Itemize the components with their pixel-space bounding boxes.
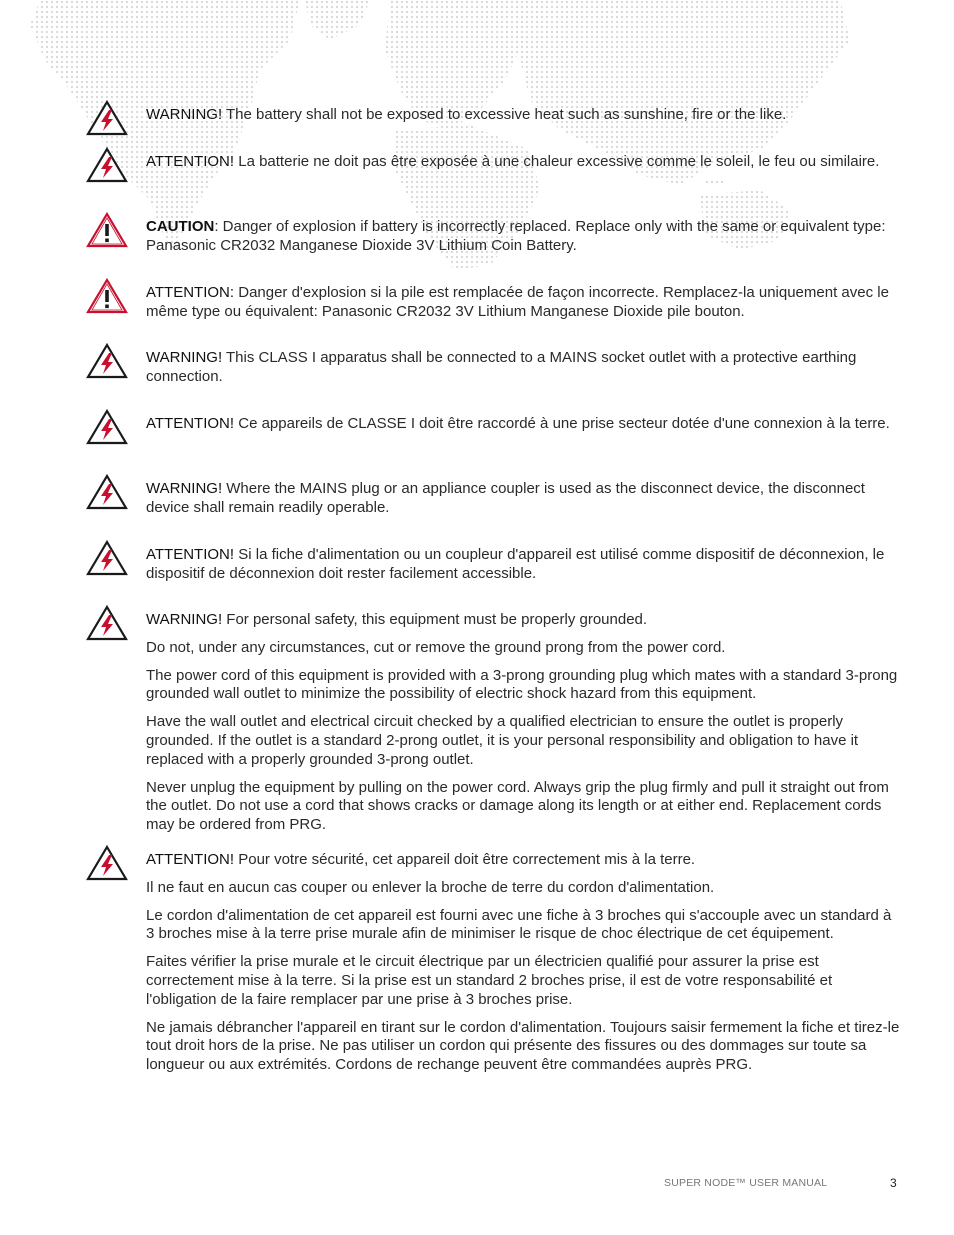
electric-shock-icon — [86, 147, 128, 183]
warning-paragraph: The power cord of this equipment is provided with a 3-prong grounding plug which mates with a standard 3-prong grounded wall outlet to minimize the possibility of electric shock hazard from this equipment. — [146, 666, 898, 703]
warning-text — [146, 611, 901, 844]
warning-lead-label: ATTENTION! — [146, 851, 235, 868]
warning-paragraph — [146, 284, 901, 322]
electric-shock-icon — [86, 474, 128, 510]
warning-paragraph: Faites vérifier la prise murale et le circuit électrique par un électricien qualifié pour assurer la prise est correctement mise à la terre. Si la prise est un standard 2 broches prise, il est de votre responsabilité et l'obligation de la faire remplacer par une prise à 3 broches prise. — [146, 953, 833, 1008]
warning-paragraph: Never unplug the equipment by pulling on the power cord. Always grip the plug firmly and pull it straight out from the outlet. Do not use a cord that shows cracks or damage along its length or at either end. Replacement cords may be ordered from PRG. — [146, 778, 889, 834]
warning-text — [146, 218, 901, 265]
warning-paragraph: Do not, under any circumstances, cut or remove the ground prong from the power cord. — [146, 638, 726, 656]
warning-body: This CLASS I apparatus shall be connected to a MAINS socket outlet with a protective earthing connection. — [146, 349, 857, 385]
warning-text — [146, 415, 901, 443]
warning-paragraph — [146, 480, 901, 518]
warning-paragraph — [146, 611, 901, 630]
warning-text — [146, 153, 901, 181]
warning-text — [146, 284, 901, 331]
warning-body: Ce appareils de CLASSE I doit être raccordé à une prise secteur dotée d'une connexion à la terre. — [234, 415, 890, 432]
caution-exclamation-icon — [86, 278, 128, 314]
electric-shock-icon — [86, 540, 128, 576]
warning-text — [146, 851, 901, 1084]
warning-text — [146, 480, 901, 527]
warning-paragraph — [146, 415, 901, 434]
warning-text — [146, 349, 901, 396]
warning-body: Si la fiche d'alimentation ou un coupleur d'appareil est utilisé comme dispositif de déconnexion, le dispositif de déconnexion doit rester facilement accessible. — [146, 546, 885, 582]
caution-exclamation-icon — [86, 212, 128, 248]
warning-paragraph — [146, 546, 901, 584]
warning-lead-label: ATTENTION: — [146, 284, 235, 301]
manual-title: SUPER NODE™ USER MANUAL — [664, 1177, 828, 1189]
warning-text — [146, 546, 901, 593]
warning-paragraph — [146, 153, 901, 172]
warning-lead-label: ATTENTION! — [146, 153, 235, 170]
warning-paragraph: Ne jamais débrancher l'appareil en tirant sur le cordon d'alimentation. Toujours saisir fermement la fiche et tirez-le tout droit hors de la prise. Ne pas utiliser un cordon qui présente des fissures ou des dommages sur toute sa longueur ou aux extrémités. Cordons de rechange peuvent être commandées auprès PRG. — [146, 1018, 900, 1074]
warning-body: Where the MAINS plug or an appliance coupler is used as the disconnect device, the disconnect device shall remain readily operable. — [146, 480, 865, 516]
warning-paragraph: Le cordon d'alimentation de cet appareil est fourni avec une fiche à 3 broches qui s'accouple avec un standard à 3 broches mise à la terre prise murale afin de minimiser le risque de choc électrique de cet équipement. — [146, 906, 892, 943]
warning-lead-label: ATTENTION! — [146, 546, 235, 563]
electric-shock-icon — [86, 409, 128, 445]
electric-shock-icon — [86, 845, 128, 881]
warning-paragraph — [146, 349, 901, 387]
warning-paragraph: Il ne faut en aucun cas couper ou enlever la broche de terre du cordon d'alimentation. — [146, 878, 715, 896]
warning-text — [146, 106, 901, 134]
page-number: 3 — [890, 1176, 897, 1190]
warning-lead-label: CAUTION — [146, 218, 215, 235]
warning-lead-label: WARNING! — [146, 480, 223, 497]
warning-body: Danger d'explosion si la pile est remplacée de façon incorrecte. Remplacez-la uniquement avec le même type ou équivalent: Panasonic CR2032 3V Lithium Manganese Dioxide pile bouton. — [146, 284, 889, 320]
warning-body: Pour votre sécurité, cet appareil doit être correctement mis à la terre. — [234, 851, 696, 868]
warning-lead-label: WARNING! — [146, 349, 223, 366]
electric-shock-icon — [86, 343, 128, 379]
warning-lead-label: WARNING! — [146, 106, 223, 123]
warning-paragraph — [146, 851, 901, 870]
warning-body: La batterie ne doit pas être exposée à une chaleur excessive comme le soleil, le feu ou similaire. — [234, 153, 880, 170]
warning-paragraph — [146, 106, 901, 125]
warning-body: : Danger of explosion if battery is incorrectly replaced. Replace only with the same or equivalent type: Panasonic CR2032 Manganese Dioxide 3V Lithium Coin Battery. — [146, 218, 886, 254]
warning-lead-label: WARNING! — [146, 611, 223, 628]
warning-body: For personal safety, this equipment must be properly grounded. — [222, 611, 648, 628]
warning-lead-label: ATTENTION! — [146, 415, 235, 432]
electric-shock-icon — [86, 605, 128, 641]
warning-paragraph — [146, 218, 901, 256]
electric-shock-icon — [86, 100, 128, 136]
warning-body: The battery shall not be exposed to excessive heat such as sunshine, fire or the like. — [222, 106, 787, 123]
warning-paragraph: Have the wall outlet and electrical circuit checked by a qualified electrician to ensure the outlet is properly grounded. If the outlet is a standard 2-prong outlet, it is your personal responsibility and obligation to have it replaced with a properly grounded 3-prong outlet. — [146, 713, 859, 768]
